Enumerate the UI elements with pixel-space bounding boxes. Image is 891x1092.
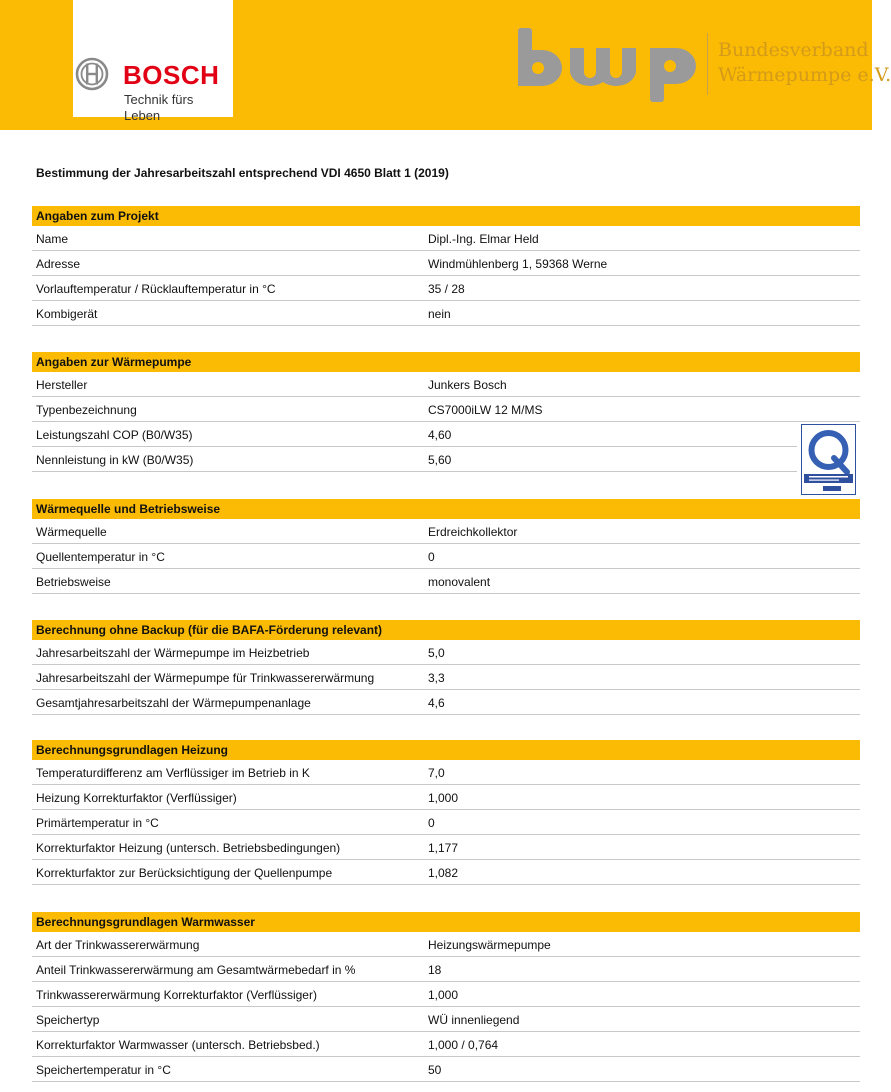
table-row — [32, 665, 860, 690]
row-label: Temperaturdifferenz am Verflüssiger im Betrieb in K — [36, 766, 310, 780]
table-row — [32, 860, 860, 885]
row-label: Kombigerät — [36, 307, 98, 321]
row-value: 4,6 — [428, 696, 445, 710]
table-row — [32, 1057, 860, 1082]
row-value: 1,082 — [428, 866, 459, 880]
row-label: Speichertemperatur in °C — [36, 1063, 171, 1077]
header-banner — [0, 0, 891, 130]
row-value: 5,0 — [428, 646, 445, 660]
table-row — [32, 569, 860, 594]
bosch-logo — [73, 0, 233, 123]
row-label: Nennleistung in kW (B0/W35) — [36, 453, 194, 467]
row-label: Typenbezeichnung — [36, 403, 137, 417]
section-heading: Angaben zur Wärmepumpe — [32, 352, 860, 372]
row-label: Korrekturfaktor Heizung (untersch. Betriebsbedingungen) — [36, 841, 341, 855]
row-label: Anteil Trinkwassererwärmung am Gesamtwärmebedarf in % — [36, 963, 356, 977]
section-warmwasser — [32, 912, 860, 1082]
table-row — [32, 251, 860, 276]
bwp-org-line2: Wärmepumpe e.V. — [718, 64, 891, 86]
row-value: 50 — [428, 1063, 442, 1077]
row-value: 1,000 — [428, 988, 459, 1002]
bwp-org-line1: Bundesverband — [718, 39, 869, 61]
ehpa-quality-label-icon — [801, 424, 856, 495]
table-row — [32, 226, 860, 251]
table-row — [32, 397, 860, 422]
section-heading: Angaben zum Projekt — [32, 206, 860, 226]
bosch-tagline: Technik fürs Leben — [124, 92, 194, 123]
row-label: Korrekturfaktor zur Berücksichtigung der Quellenpumpe — [36, 866, 333, 880]
table-row — [32, 640, 860, 665]
bwp-org-name — [718, 38, 891, 88]
document-title: Bestimmung der Jahresarbeitszahl entsprechend VDI 4650 Blatt 1 (2019) — [36, 166, 449, 180]
row-label: Speichertyp — [36, 1013, 100, 1027]
section-waermepumpe — [32, 352, 860, 472]
row-label: Trinkwassererwärmung Korrekturfaktor (Verflüssiger) — [36, 988, 317, 1002]
table-row — [32, 932, 860, 957]
table-row — [32, 1007, 860, 1032]
table-row — [32, 785, 860, 810]
row-label: Wärmequelle — [36, 525, 107, 539]
table-row — [32, 982, 860, 1007]
row-label: Vorlauftemperatur / Rücklauftemperatur in °C — [36, 282, 276, 296]
row-label: Korrekturfaktor Warmwasser (untersch. Betriebsbed.) — [36, 1038, 320, 1052]
bosch-wordmark: BOSCH — [123, 60, 220, 90]
row-label: Name — [36, 232, 69, 246]
row-label: Heizung Korrekturfaktor (Verflüssiger) — [36, 791, 237, 805]
table-row — [32, 760, 860, 785]
row-label: Betriebsweise — [36, 575, 111, 589]
table-row — [32, 422, 797, 447]
table-row — [32, 810, 860, 835]
row-label: Hersteller — [36, 378, 88, 392]
row-value: 3,3 — [428, 671, 445, 685]
row-label: Adresse — [36, 257, 81, 271]
row-label: Primärtemperatur in °C — [36, 816, 159, 830]
table-row — [32, 447, 797, 472]
table-row — [32, 957, 860, 982]
table-row — [32, 276, 860, 301]
row-value: 18 — [428, 963, 442, 977]
section-waermequelle — [32, 499, 860, 594]
section-heading: Wärmequelle und Betriebsweise — [32, 499, 860, 519]
table-row — [32, 301, 860, 326]
row-label: Quellentemperatur in °C — [36, 550, 165, 564]
row-value: 1,177 — [428, 841, 459, 855]
table-row — [32, 835, 860, 860]
row-value: 35 / 28 — [428, 282, 465, 296]
table-row — [32, 1032, 860, 1057]
row-value: 1,000 — [428, 791, 459, 805]
row-label: Jahresarbeitszahl der Wärmepumpe für Trinkwassererwärmung — [36, 671, 375, 685]
row-value: CS7000iLW 12 M/MS — [428, 403, 543, 417]
bosch-armature-icon — [75, 57, 109, 91]
row-value: 0 — [428, 550, 435, 564]
row-value: 0 — [428, 816, 435, 830]
row-label: Art der Trinkwassererwärmung — [36, 938, 200, 952]
section-heading: Berechnungsgrundlagen Heizung — [32, 740, 860, 760]
row-value: 7,0 — [428, 766, 445, 780]
row-value: Heizungswärmepumpe — [428, 938, 551, 952]
section-heizung — [32, 740, 860, 885]
table-row — [32, 372, 860, 397]
row-value: 4,60 — [428, 428, 452, 442]
row-value: WÜ innenliegend — [428, 1013, 520, 1027]
row-value: 5,60 — [428, 453, 452, 467]
section-berechnung — [32, 620, 860, 715]
row-value: 1,000 / 0,764 — [428, 1038, 499, 1052]
row-value: nein — [428, 307, 451, 321]
row-label: Gesamtjahresarbeitszahl der Wärmepumpenanlage — [36, 696, 311, 710]
row-value: monovalent — [428, 575, 491, 589]
row-value: Windmühlenberg 1, 59368 Werne — [428, 257, 608, 271]
table-row — [32, 519, 860, 544]
section-heading: Berechnungsgrundlagen Warmwasser — [32, 912, 860, 932]
row-value: Erdreichkollektor — [428, 525, 518, 539]
section-projekt — [32, 206, 860, 326]
row-value: Junkers Bosch — [428, 378, 507, 392]
row-value: Dipl.-Ing. Elmar Held — [428, 232, 539, 246]
section-heading: Berechnung ohne Backup (für die BAFA-Förderung relevant) — [32, 620, 860, 640]
row-label: Jahresarbeitszahl der Wärmepumpe im Heizbetrieb — [36, 646, 310, 660]
bwp-logo-icon — [518, 26, 698, 102]
bwp-divider — [707, 33, 708, 95]
table-row — [32, 544, 860, 569]
row-label: Leistungszahl COP (B0/W35) — [36, 428, 193, 442]
table-row — [32, 690, 860, 715]
